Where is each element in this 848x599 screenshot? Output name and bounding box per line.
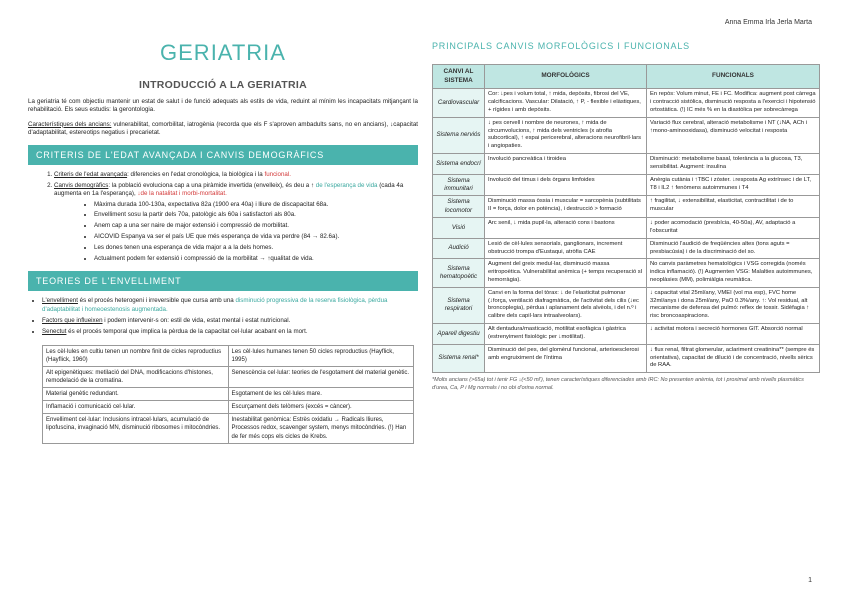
sub-item: • Actualment podem fer extensió i compressió de la morbilitat → ↑qualitat de vida. xyxy=(94,255,418,263)
sub-item: • Màxima durada 100-130a, expectativa 82a (1900 era 40a) i lliure de discapacitat 68a. xyxy=(94,201,418,209)
sub-item: • Les dones tenen una esperança de vida major a a la dels homes. xyxy=(94,244,418,252)
table-row xyxy=(433,238,820,259)
table-header-row xyxy=(433,65,820,89)
table-cell: Les cèl·lules humanes tenen 50 cicles reproductius (Hayflick, 1995) xyxy=(228,345,414,366)
functional-cell: Disminució: metabolisme basal, tolerància a la glucosa, T3, sensibilitat. Augment: insulina xyxy=(647,154,820,175)
system-cell: Sistema respiratori xyxy=(433,287,485,323)
author-name: Anna Emma Irla Jerla Marta xyxy=(724,19,812,26)
theory-text-factors: i podem intervenir-s on: estil de vida, estat mental i estat nutricional. xyxy=(102,317,291,325)
system-cell: Visió xyxy=(433,218,485,239)
characteristics-label: Característiques dels ancians: xyxy=(28,120,112,128)
functional-cell: Anèrgia cutània i ↑TBC i zòster. ↓resposta Ag extrínsec i de LT, T8 i IL2 ↑ fenòmens autoimmunes i T4 xyxy=(647,174,820,196)
table-row xyxy=(43,401,414,414)
table-row xyxy=(433,218,820,239)
functional-cell: ↓ flux renal, filtrat glomerular, aclariment creatinina** (sempre és orientativa), capacitat de dilució i de concentració, nivells sèrics de RAA. xyxy=(647,344,820,372)
page-title: GERIATRIA xyxy=(160,40,286,65)
table-row xyxy=(433,324,820,345)
functional-cell: ↑ fragilitat, ↓ extensibilitat, elasticitat, contractilitat i de to muscular xyxy=(647,196,820,218)
morphological-cell: Alt dentadura/masticació, motilitat esofàgica i gàstrica (estrenyiment fisiològic per ↓motilitat). xyxy=(485,324,647,345)
criteria-item xyxy=(54,171,418,179)
table-row xyxy=(433,287,820,323)
theory-text-aging: és el procés heterogeni i irreversible que cursa amb una xyxy=(77,297,236,305)
table-cell: Esgotament de les cèl·lules mare. xyxy=(228,388,414,401)
column-header: MORFOLÒGICS xyxy=(485,65,647,89)
system-cell: Sistema hematopoètic xyxy=(433,259,485,287)
changes-heading: PRINCIPALS CANVIS MORFOLÒGICS I FUNCIONALS xyxy=(432,41,690,51)
theory-label-aging: L'envelliment xyxy=(42,297,78,305)
system-cell: Sistema locomotor xyxy=(433,196,485,218)
table-cell: Inflamació i comunicació cel·lular. xyxy=(43,401,229,414)
morphological-cell: Augment del greix medul·lar, disminució massa eritropoètica. Vulnerabilitat anèmica (+ temps recuperació sI hemorràgia). xyxy=(485,259,647,287)
system-cell: Sistema immunitari xyxy=(433,174,485,196)
demographic-sublist xyxy=(94,201,418,264)
table-row xyxy=(43,345,414,366)
functional-cell: No canvis paràmetres hematològics i VSG corregida (només indica inflamació). (!) Augmenten VSG: Malalties autoimmunes, neoplàsies (MM), polimiàlgia reumàtica. xyxy=(647,259,820,287)
functional-cell: ↓ activitat motora i secreció hormones GIT. Absorció normal xyxy=(647,324,820,345)
table-row xyxy=(433,259,820,287)
system-cell: Sistema renal* xyxy=(433,344,485,372)
morphological-cell: Disminució massa òssia i muscular = sarcopènia (subtilitats II = força, dolor en potència), i destrucció > formació xyxy=(485,196,647,218)
criteria-item xyxy=(54,182,418,263)
functional-cell: ↓ capacitat vital 25ml/any, VMEI (vol ma esp), FVC home 32ml/anys i dona 25ml/any, PaO 0.3%/any. ↑: Vol residual, alt mecanisme de defensa del pulmó: reflex de tossir. Sidèfagia ↑ risc broncoaspiracions. xyxy=(647,287,820,323)
morphological-cell: Cor: ↓pes i volum total, ↑ mida, depòsits, fibrosi del VE, calcificacions. Vascular: Dilatació, ↑ P, - flexible i elàstiques, + rígides i amb depòsits. xyxy=(485,89,647,117)
table-cell: Alt epigenètiques: metilació del DNA, modificacions d'histones, remodelació de la cromatina. xyxy=(43,366,229,387)
theory-label-factors: Factors que influeixen xyxy=(42,317,103,325)
sub-item: • Anem cap a una ser naire de major extensió i compressió de morbilitat. xyxy=(94,222,418,230)
criteria-functional: funcional. xyxy=(264,171,291,179)
system-cell: Cardiovascular xyxy=(433,89,485,117)
functional-cell: Variació flux cerebral, alteració metabolisme i NT (↓NA, ACh i ↑mono-aminooxidasa), disminució velocitat i resposta xyxy=(647,117,820,153)
system-cell: Sistema endocrí xyxy=(433,154,485,175)
column-header: CANVI AL SISTEMA xyxy=(433,65,485,89)
table-cell: Material genètic redundant. xyxy=(43,388,229,401)
criteria-list xyxy=(54,171,418,263)
functional-cell: ↓ poder acomodació (presbícia, 40-50a), AV, adaptació a l'obscuritat xyxy=(647,218,820,239)
morphological-cell: Involució pancreàtica i tiroidea xyxy=(485,154,647,175)
right-column xyxy=(432,38,820,392)
page-subtitle: INTRODUCCIÓ A LA GERIATRIA xyxy=(138,78,307,91)
criteria-text-demographic: : la població evoluciona cap a una piràmide invertida (envelleix), és deu a ↑ xyxy=(108,181,316,189)
criteria-text-demographic-2: (cada 4a augmenta en 1a l'esperança), xyxy=(54,181,404,198)
morphological-cell: ↓ pes cervell i nombre de neurones, ↑ mida de circumvolucions, ↑ mida dels ventricles (x atrofia subcortical), ↑ espai pericerebral, alteracions neurofibril·lars i angiopaties. xyxy=(485,117,647,153)
theory-text-senescence: és el procés temporal que implica la pèrdua de la capacitat cel·lular acabant en la mort. xyxy=(66,328,308,336)
functional-cell: En repòs: Volum minut, FE i FC. Modifica: augment post càrrega i contracció sistòlica, disminució resposta a l'exercici i hipotensió ortostàtica. (!) IC més % en la diastòlica per sobrecàrrega xyxy=(647,89,820,117)
section-theories-heading: TEORIES DE L'ENVELLIMENT xyxy=(28,271,418,291)
theory-item xyxy=(42,297,418,314)
morphological-cell: Canvi en la forma del tòrax: ↓ de l'elasticitat pulmonar (↓força, ventilació diafragmàtica, de l'activitat dels cilis (↓ec broncoplegia), pèrdua i aplanament dels alvèols, i del n.º i calibre dels capil·lars intraalveolars). xyxy=(485,287,647,323)
morphological-cell: Involució del timus i dels òrgans limfoides xyxy=(485,174,647,196)
changes-table xyxy=(432,64,820,373)
table-row xyxy=(433,344,820,372)
page-number: 1 xyxy=(808,576,812,584)
characteristics-paragraph xyxy=(28,121,418,138)
table-row xyxy=(43,366,414,387)
table-row xyxy=(433,196,820,218)
criteria-label-demographic: Canvis demogràfics xyxy=(54,181,109,189)
criteria-natality: ↓de la natalitat i morbi-mortalitat. xyxy=(137,190,227,198)
left-column xyxy=(28,38,418,444)
table-cell: Envelliment cel·lular: Inclusions intracel·lulars, acumulació de lipofuscina, invaginació MN, disminució ribosomes i mitocòndries. xyxy=(43,414,229,443)
section-criteria-heading: CRITERIS DE L'EDAT AVANÇADA I CANVIS DEMOGRÀFICS xyxy=(28,145,418,165)
morphological-cell: Arc senil, ↓ mida pupil·la, alteració cons i bastons xyxy=(485,218,647,239)
table-row xyxy=(43,388,414,401)
theories-table xyxy=(42,345,414,444)
theory-label-senescence: Senectut xyxy=(42,328,67,336)
morphological-cell: Lesió de cèl·lules sensorials, ganglionars, increment obstrucció trompa d'Eustaqui, atròfia CAE xyxy=(485,238,647,259)
system-cell: Aparell digestiu xyxy=(433,324,485,345)
theory-item xyxy=(42,328,418,336)
table-row xyxy=(43,414,414,443)
characteristics-text: vulnerabilitat, comorbilitat, iatrogènia (recorda que els F s'aproven ambadults sans, no en ancians), ↓capacitat d'adaptabilitat, estereotips negatius i precarietat. xyxy=(28,120,418,136)
table-row xyxy=(433,174,820,196)
functional-cell: Disminució l'audició de freqüències altes (tons aguts = presbiacúsia) i de la discriminació del so. xyxy=(647,238,820,259)
column-header: FUNCIONALS xyxy=(647,65,820,89)
system-cell: Sistema nerviós xyxy=(433,117,485,153)
table-cell: Inestabilitat genòmica: Estrès oxidatiu → Radicals lliures, Processos redox, scavenger system, menys mitocòndries. (!) Han de fer més cops els cicles de Krebs. xyxy=(228,414,414,443)
intro-paragraph: La geriatria té com objectiu mantenir un estat de salut i de funció adequats als estils de vida, reduint al mínim les incapacitats mitjançant la rehabilitació. Els seus estudis: la gerontologia. xyxy=(28,97,418,114)
theories-list xyxy=(42,297,418,336)
theory-teal-aging: disminució progressiva de la reserva fisiològica, pèrdua d'adaptabilitat i homeoestenosis augmentada. xyxy=(42,297,388,313)
table-row xyxy=(433,89,820,117)
sub-item: • AICOVID Espanya va ser el país UE que més esperança de vida va perdre (84 → 82.6a). xyxy=(94,233,418,241)
table-row xyxy=(433,117,820,153)
criteria-text-age: : diferencies en l'edat cronològica, la biològica i la xyxy=(127,171,265,179)
theory-item xyxy=(42,317,418,325)
table-cell: Les cèl·lules en cultiu tenen un nombre finit de cicles reproductius (Hayflick, 1960) xyxy=(43,345,229,366)
table-row xyxy=(433,154,820,175)
sub-item: • Envelliment sosu la partir dels 70a, patològic als 60a i satisfactori als 80a. xyxy=(94,211,418,219)
criteria-life-expectancy: de l'esperança de vida xyxy=(315,181,378,189)
system-cell: Audició xyxy=(433,238,485,259)
criteria-label-age: Criteris de l'edat avançada xyxy=(54,171,128,179)
morphological-cell: Disminució del pes, del glomèrul funcional, arterioesclerosi amb engruiximent de l'íntima xyxy=(485,344,647,372)
table-cell: Escurçament dels telòmers (excés = càncer). xyxy=(228,401,414,414)
footnote: *Molts ancians (>65a) tot i tenir FG ↓(<50 ml'), tenen característiques diferenciades amb IRC: No presenten anèmia, tot i proximal amb nivells plasmàtics d'urea, Ca, P i Mg normals i no obi d'orina normal. xyxy=(432,377,804,391)
table-cell: Senescència cel·lular: teories de l'esgotament del material genètic. xyxy=(228,366,414,387)
